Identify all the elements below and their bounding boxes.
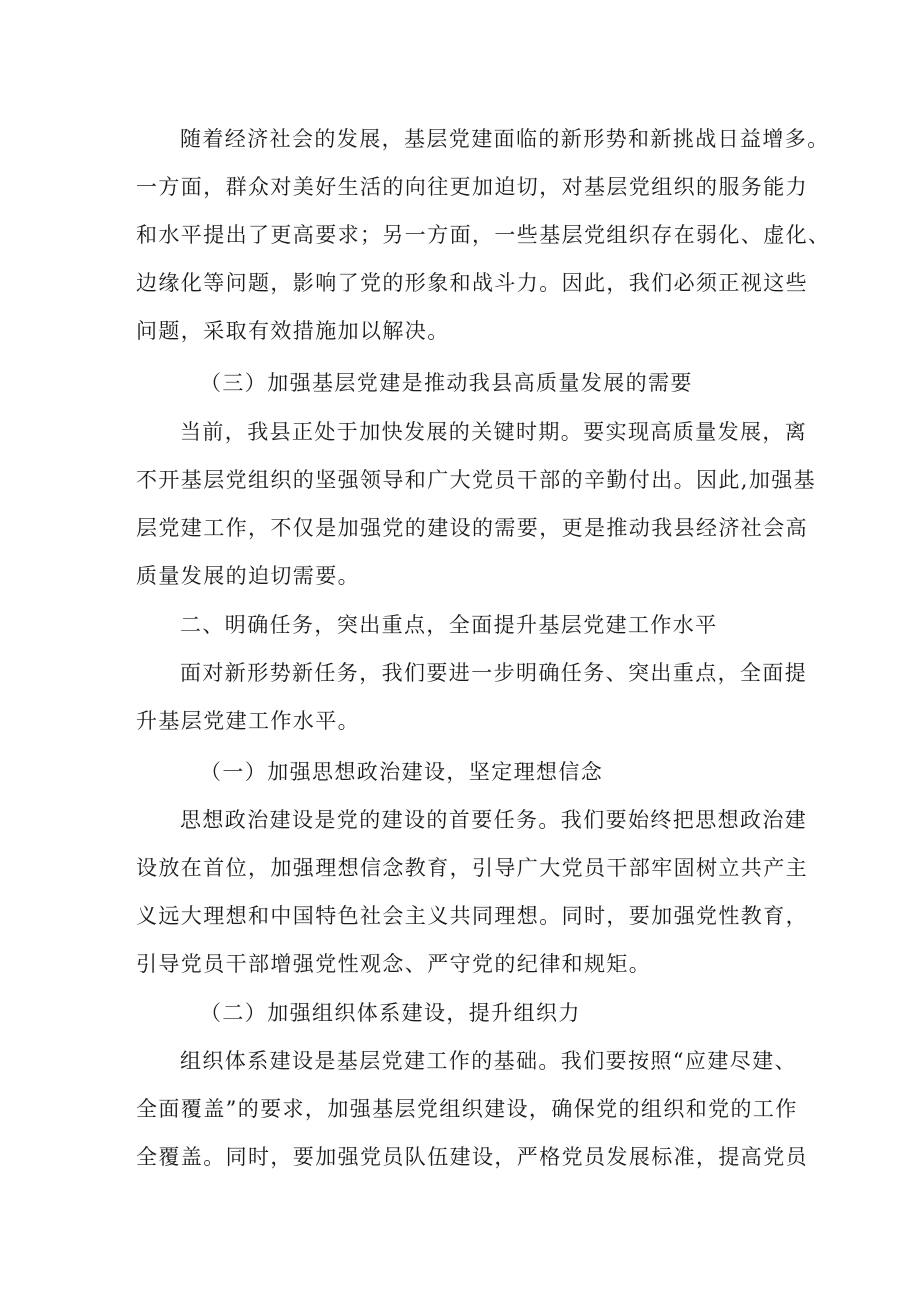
para-5-line-3: 全覆盖。同时，要加强党员队伍建设，严格党员发展标准，提高党员 (136, 1145, 808, 1169)
para-5-line-1: 组织体系建设是基层党建工作的基础。我们要按照“应建尽建、 (180, 1049, 797, 1073)
para-1-line-4: 边缘化等问题，影响了党的形象和战斗力。因此，我们必须正视这些 (136, 271, 808, 295)
para-1-line-1: 随着经济社会的发展，基层党建面临的新形势和新挑战日益增多。 (180, 127, 830, 151)
para-3-line-2: 升基层党建工作水平。 (136, 709, 360, 733)
para-1-line-5: 问题，采取有效措施加以解决。 (136, 319, 450, 343)
heading-yi: （一）加强思想政治建设，坚定理想信念 (200, 760, 604, 784)
para-4-line-1: 思想政治建设是党的建设的首要任务。我们要始终把思想政治建 (180, 808, 808, 832)
para-1-line-3: 和水平提出了更高要求；另一方面，一些基层党组织存在弱化、虚化、 (136, 223, 831, 247)
para-2-line-1: 当前，我县正处于加快发展的关键时期。要实现高质量发展，离 (180, 420, 808, 444)
para-4-line-4: 引导党员干部增强党性观念、严守党的纪律和规矩。 (136, 952, 652, 976)
para-3-line-1: 面对新形势新任务，我们要进一步明确任务、突出重点，全面提 (180, 661, 808, 685)
para-5-line-2: 全面覆盖”的要求，加强基层党组织建设，确保党的组织和党的工作 (136, 1097, 798, 1121)
heading-san: （三）加强基层党建是推动我县高质量发展的需要 (200, 371, 693, 395)
para-4-line-3: 义远大理想和中国特色社会主义共同理想。同时，要加强党性教育， (136, 904, 808, 928)
heading-er: （二）加强组织体系建设，提升组织力 (200, 1001, 581, 1025)
para-2-line-3: 层党建工作，不仅是加强党的建设的需要，更是推动我县经济社会高 (136, 516, 808, 540)
para-2-line-4: 质量发展的迫切需要。 (136, 564, 360, 588)
para-2-line-2: 不开基层党组织的坚强领导和广大党员干部的辛勤付出。因此,加强基 (136, 468, 817, 492)
para-1-line-2: 一方面，群众对美好生活的向往更加迫切，对基层党组织的服务能力 (136, 175, 808, 199)
para-4-line-2: 设放在首位，加强理想信念教育，引导广大党员干部牢固树立共产主 (136, 856, 808, 880)
section-heading-2: 二、明确任务，突出重点，全面提升基层党建工作水平 (180, 613, 718, 637)
